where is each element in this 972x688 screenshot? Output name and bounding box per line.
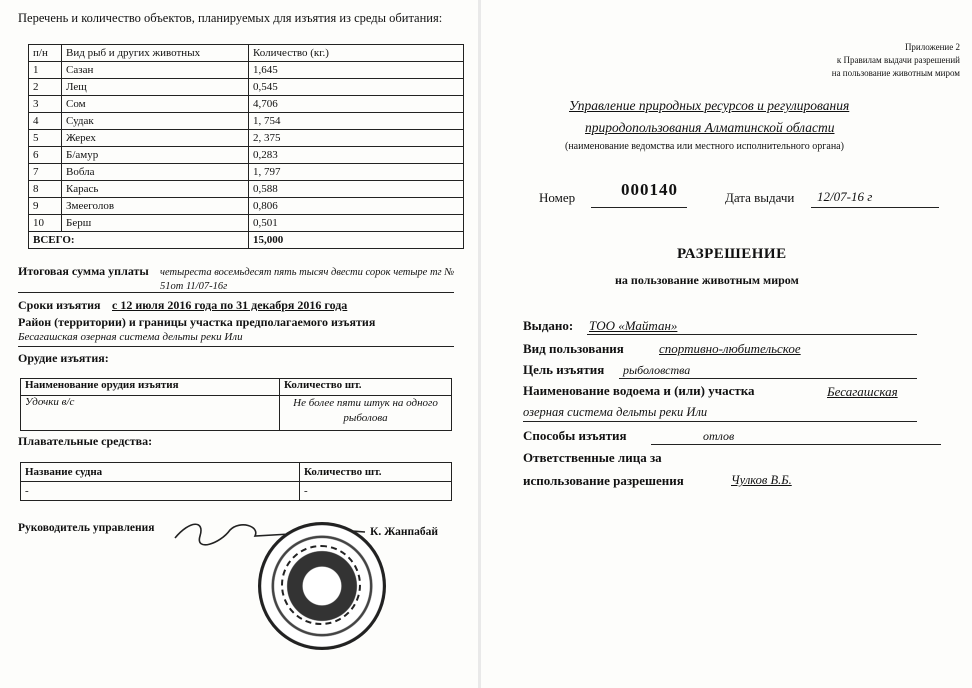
head-label: Руководитель управления — [18, 522, 155, 534]
date-value: 12/07-16 г — [817, 189, 873, 204]
table-row — [21, 396, 452, 431]
col-num-header: п/н — [29, 45, 62, 62]
row-species: Берш — [62, 215, 249, 232]
row-num: 5 — [29, 130, 62, 147]
water-label: Наименование водоема и (или) участка — [523, 383, 755, 398]
appendix-line1: Приложение 2 — [904, 42, 960, 52]
row-num: 1 — [29, 62, 62, 79]
payment-underline — [18, 292, 454, 293]
document-title: РАЗРЕШЕНИЕ — [677, 246, 787, 262]
col-quantity-header: Количество (кг.) — [249, 45, 464, 62]
row-quantity: 2, 375 — [249, 130, 464, 147]
ships-table — [20, 462, 452, 501]
purpose-value: рыболовства — [623, 363, 691, 377]
issued-value: ТОО «Майтан» — [589, 318, 678, 333]
purpose-underline — [619, 378, 917, 379]
row-species: Жерех — [62, 130, 249, 147]
ship-count-header: Количество шт. — [300, 463, 452, 482]
purpose-label: Цель изъятия — [523, 362, 605, 377]
table-row — [29, 130, 464, 147]
period-label: Сроки изъятия — [18, 298, 101, 312]
table-row — [29, 79, 464, 96]
row-species: Змееголов — [62, 198, 249, 215]
table-total-row — [29, 232, 464, 249]
water-value1: Бесагашская — [827, 384, 898, 399]
row-quantity: 0,588 — [249, 181, 464, 198]
table-row — [29, 62, 464, 79]
tools-count: Не более пяти штук на одного рыболова — [280, 396, 452, 431]
head-name: К. Жанпабай — [370, 526, 439, 538]
row-num: 8 — [29, 181, 62, 198]
row-num: 9 — [29, 198, 62, 215]
ship-name-header: Название судна — [21, 463, 300, 482]
species-table — [28, 44, 464, 249]
row-quantity: 0,501 — [249, 215, 464, 232]
tools-table — [20, 378, 452, 431]
permit-left-page — [0, 0, 478, 688]
period-value: с 12 июля 2016 года по 31 декабря 2016 года — [112, 298, 348, 312]
area-value: Бесагашская озерная система дельты реки Или — [18, 331, 243, 343]
row-quantity: 1,645 — [249, 62, 464, 79]
row-num: 4 — [29, 113, 62, 130]
tools-table-header — [21, 379, 452, 396]
species-table-header — [29, 45, 464, 62]
responsible-value: Чулков В.Б. — [731, 473, 792, 487]
row-quantity: 1, 797 — [249, 164, 464, 181]
ship-count: - — [300, 482, 452, 501]
table-row — [29, 181, 464, 198]
row-quantity: 0,545 — [249, 79, 464, 96]
row-num: 6 — [29, 147, 62, 164]
area-label: Район (территории) и границы участка предполагаемого изъятия — [18, 315, 376, 329]
row-species: Лещ — [62, 79, 249, 96]
row-species: Сом — [62, 96, 249, 113]
water-value2: озерная система дельты реки Или — [523, 405, 708, 419]
method-value: отлов — [703, 429, 735, 443]
method-label: Способы изъятия — [523, 428, 627, 443]
tools-label: Орудие изъятия: — [18, 351, 109, 365]
tools-name-header: Наименование орудия изъятия — [21, 379, 280, 396]
tools-name: Удочки в/с — [21, 396, 280, 431]
issued-label: Выдано: — [523, 318, 574, 333]
official-seal — [258, 522, 386, 650]
row-quantity: 4,706 — [249, 96, 464, 113]
table-row — [29, 96, 464, 113]
col-species-header: Вид рыб и других животных — [62, 45, 249, 62]
row-num: 7 — [29, 164, 62, 181]
authority-line2: природопользования Алматинской области — [585, 120, 835, 135]
ship-name: - — [21, 482, 300, 501]
row-species: Сазан — [62, 62, 249, 79]
number-underline — [591, 207, 687, 208]
document-subtitle: на пользование животным миром — [615, 273, 799, 287]
responsible-label1: Ответственные лица за — [523, 450, 662, 465]
total-value: 15,000 — [249, 232, 464, 249]
water-underline — [523, 421, 917, 422]
row-num: 3 — [29, 96, 62, 113]
table-row — [21, 482, 452, 501]
ships-table-header — [21, 463, 452, 482]
seal-emblem — [281, 545, 361, 625]
table-row — [29, 198, 464, 215]
row-species: Вобла — [62, 164, 249, 181]
tools-count-header: Количество шт. — [280, 379, 452, 396]
row-num: 2 — [29, 79, 62, 96]
row-quantity: 1, 754 — [249, 113, 464, 130]
number-label: Номер — [539, 190, 576, 205]
row-species: Карась — [62, 181, 249, 198]
row-quantity: 0,283 — [249, 147, 464, 164]
payment-value: четыреста восемьдесят пять тысяч двести сорок четыре тг № 51от 11/07-16г — [160, 267, 455, 292]
use-type-label: Вид пользования — [523, 341, 624, 356]
table-row — [29, 113, 464, 130]
authority-line1: Управление природных ресурсов и регулирования — [569, 98, 850, 113]
area-underline — [18, 346, 454, 347]
objects-heading: Перечень и количество объектов, планируемых для изъятия из среды обитания: — [18, 11, 443, 25]
use-type-value: спортивно-любительское — [659, 341, 801, 356]
table-row — [29, 164, 464, 181]
method-underline — [651, 444, 941, 445]
appendix-line3: на пользование животным миром — [831, 68, 960, 78]
ships-label: Плавательные средства: — [18, 434, 153, 448]
row-species: Судак — [62, 113, 249, 130]
row-species: Б/амур — [62, 147, 249, 164]
responsible-label2: использование разрешения — [523, 473, 684, 488]
table-row — [29, 215, 464, 232]
row-num: 10 — [29, 215, 62, 232]
total-label: ВСЕГО: — [29, 232, 249, 249]
table-row — [29, 147, 464, 164]
appendix-line2: к Правилам выдачи разрешений — [836, 55, 960, 65]
date-underline — [811, 207, 939, 208]
number-value: 000140 — [621, 180, 678, 199]
issued-underline — [587, 334, 917, 335]
date-label: Дата выдачи — [725, 190, 795, 205]
authority-caption: (наименование ведомства или местного исполнительного органа) — [565, 141, 844, 152]
payment-label: Итоговая сумма уплаты — [18, 264, 149, 278]
permit-right-page — [481, 0, 972, 688]
row-quantity: 0,806 — [249, 198, 464, 215]
